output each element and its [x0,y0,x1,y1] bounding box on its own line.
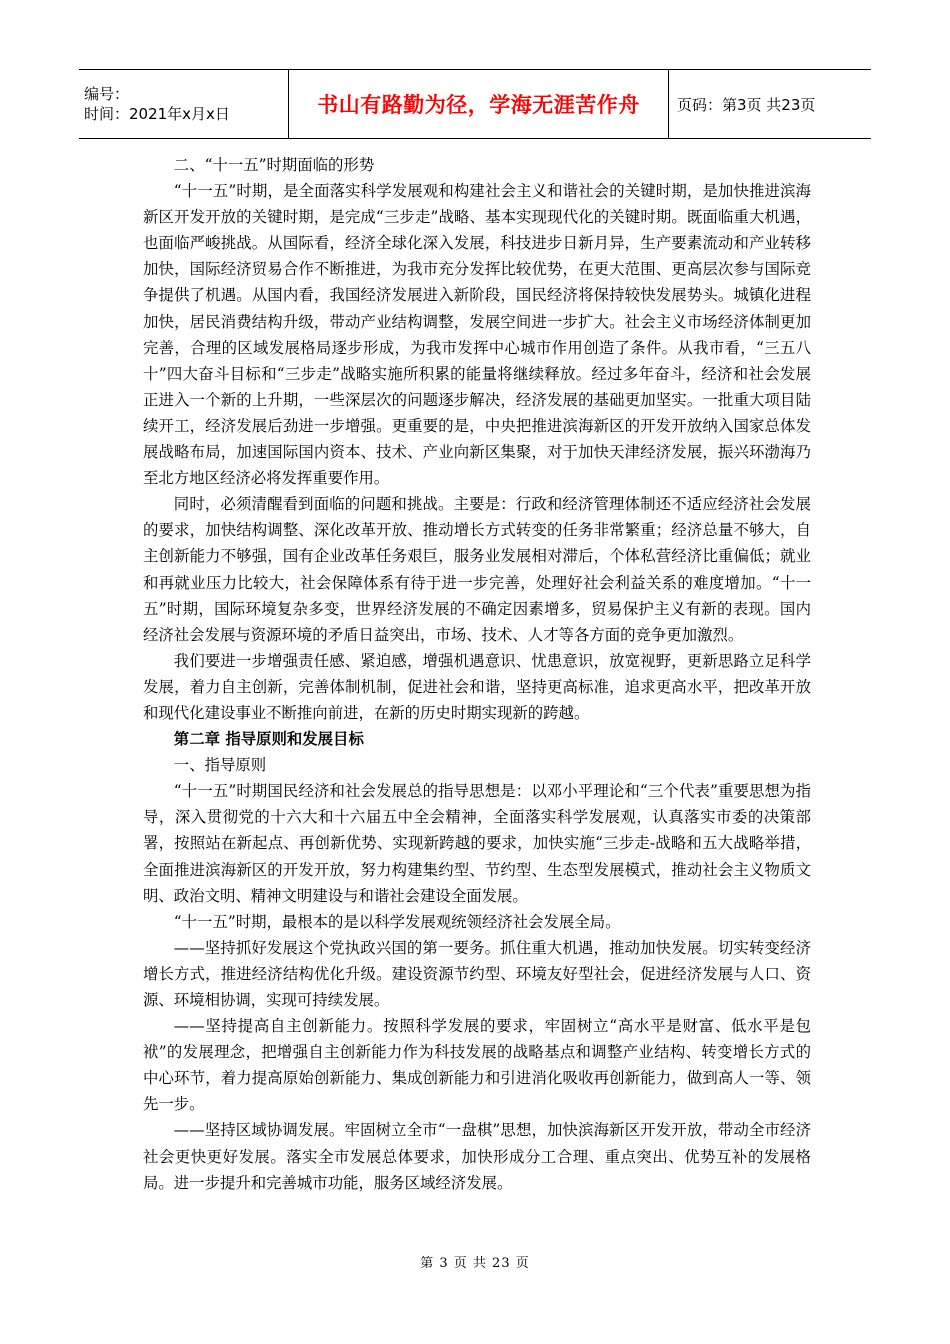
page-footer: 第 3 页 共 23 页 [420,1256,530,1271]
page-header [79,69,871,139]
paragraph: ——坚持提高自主创新能力。按照科学发展的要求，牢固树立“高水平是财富、低水平是包袱”的发展理念，把增强自主创新能力作为科技发展的战略基点和调整产业结构、转变增长方式的中心环节，着力提高原始创新能力、集成创新能力和引进消化吸收再创新能力，做到高人一等、领先一步。 [143,1017,811,1114]
header-time-label: 时间：2021年x月x日 [84,105,230,123]
paragraph: “十一五”时期，最根本的是以科学发展观统领经济社会发展全局。 [173,912,621,931]
chapter-title: 第二章 指导原则和发展目标 [173,730,364,749]
paragraph: ——坚持区域协调发展。牢固树立全市“一盘棋”思想，加快滨海新区开发开放，带动全市经济社会更快更好发展。落实全市发展总体要求，加快形成分工合理、重点突出、优势互补的发展格局。进一步提升和完善城市功能，服务区域经济发展。 [143,1121,811,1192]
header-page-info: 页码：第3页 共23页 [677,95,816,114]
header-motto: 书山有路勤为径，学海无涯苦作舟 [317,93,640,117]
header-number-label: 编号： [84,85,130,103]
header-motto-cell [289,70,669,138]
paragraph: 我们要进一步增强责任感、紧迫感，增强机遇意识、忧患意识，放宽视野，更新思路立足科学发展，着力自主创新，完善体制机制，促进社会和谐，坚持更高标准，追求更高水平，把改革开放和现代化建设事业不断推向前进，在新的历史时期实现新的跨越。 [143,651,811,722]
document-body [143,152,811,1196]
section-title-principles: 一、指导原则 [173,756,267,775]
paragraph: ——坚持抓好发展这个党执政兴国的第一要务。抓住重大机遇，推动加快发展。切实转变经济增长方式，推进经济结构优化升级。建设资源节约型、环境友好型社会，促进经济发展与人口、资源、环境相协调，实现可持续发展。 [143,938,811,1009]
paragraph: “十一五”时期，是全面落实科学发展观和构建社会主义和谐社会的关键时期，是加快推进滨海新区开发开放的关键时期，是完成“三步走”战略、基本实现现代化的关键时期。既面临重大机遇，也面临严峻挑战。从国际看，经济全球化深入发展，科技进步日新月异，生产要素流动和产业转移加快，国际经济贸易合作不断推进，为我市充分发挥比较优势，在更大范围、更高层次参与国际竞争提供了机遇。从国内看，我国经济发展进入新阶段，国民经济将保持较快发展势头。城镇化进程加快，居民消费结构升级，带动产业结构调整，发展空间进一步扩大。社会主义市场经济体制更加完善，合理的区域发展格局逐步形成，为我市发挥中心城市作用创造了条件。从我市看，“三五八十”四大奋斗目标和“三步走”战略实施所积累的能量将继续释放。经过多年奋斗，经济和社会发展正进入一个新的上升期，一些深层次的问题逐步解决，经济发展的基础更加坚实。一批重大项目陆续开工，经济发展后劲进一步增强。更重要的是，中央把推进滨海新区的开发开放纳入国家总体发展战略布局，加速国际国内资本、技术、产业向新区集聚，对于加快天津经济发展，振兴环渤海乃至北方地区经济必将发挥重要作用。 [143,182,811,488]
paragraph: “十一五”时期国民经济和社会发展总的指导思想是：以邓小平理论和“三个代表”重要思想为指导，深入贯彻党的十六大和十六届五中全会精神，全面落实科学发展观，认真落实市委的决策部署，按照站在新起点、再创新优势、实现新跨越的要求，加快实施“三步走-战略和五大战略举措，全面推进滨海新区的开发开放，努力构建集约型、节约型、生态型发展模式，推动社会主义物质文明、政治文明、精神文明建设与和谐社会建设全面发展。 [143,782,811,905]
header-meta [79,70,289,138]
paragraph: 同时，必须清醒看到面临的问题和挑战。主要是：行政和经济管理体制还不适应经济社会发展的要求，加快结构调整、深化改革开放、推动增长方式转变的任务非常繁重；经济总量不够大，自主创新能力不够强，国有企业改革任务艰巨，服务业发展相对滞后，个体私营经济比重偏低；就业和再就业压力比较大，社会保障体系有待于进一步完善，处理好社会利益关系的难度增加。“十一五”时期，国际环境复杂多变，世界经济发展的不确定因素增多，贸易保护主义有新的表现。国内经济社会发展与资源环境的矛盾日益突出，市场、技术、人才等各方面的竞争更加激烈。 [143,495,811,644]
section-title-situation: 二、“十一五”时期面临的形势 [173,156,375,174]
